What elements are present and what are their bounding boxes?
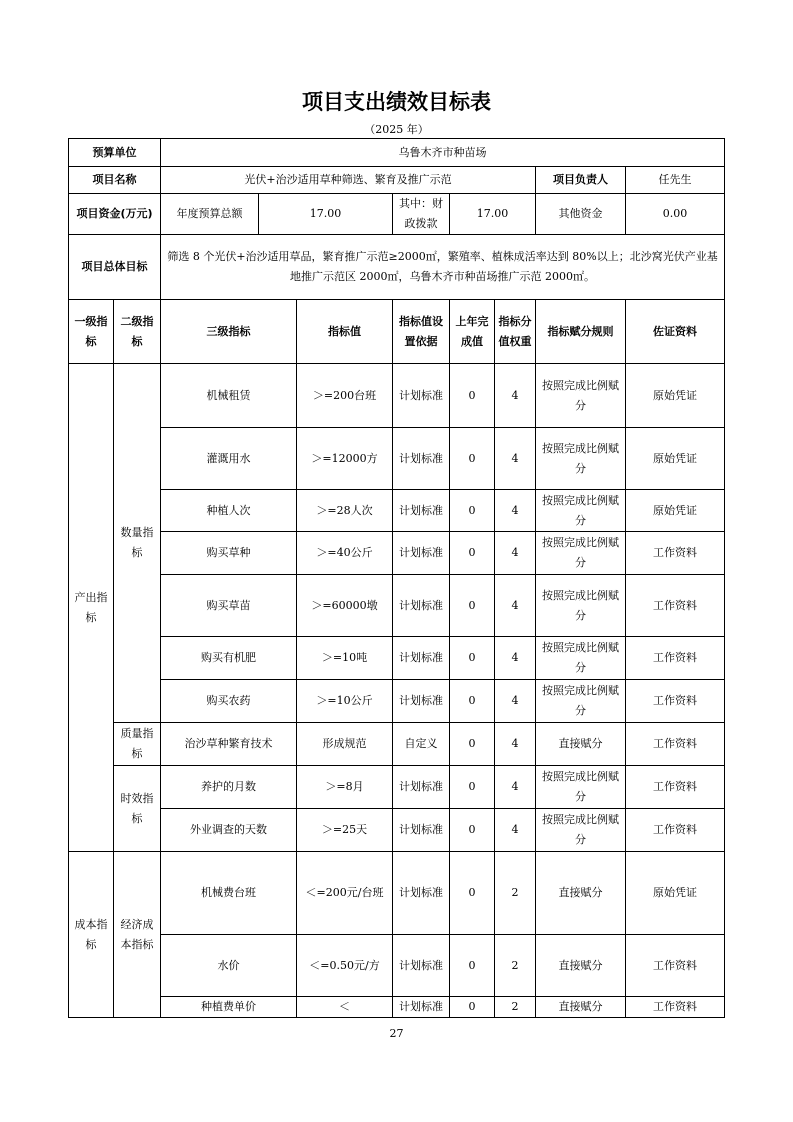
row-weight: 4 xyxy=(495,428,536,490)
row-evidence: 工作资料 xyxy=(626,532,725,575)
budget-unit-row xyxy=(69,139,725,167)
annual-total-label: 年度预算总额 xyxy=(161,194,259,235)
table-row xyxy=(69,935,725,997)
row-basis: 计划标准 xyxy=(393,637,450,680)
page-number: 27 xyxy=(389,1027,404,1040)
row-value: ＞=60000墩 xyxy=(297,575,393,637)
row-indicator: 治沙草种繁育技术 xyxy=(161,723,297,766)
row-evidence: 原始凭证 xyxy=(626,428,725,490)
project-name-value: 光伏+治沙适用草种筛选、繁育及推广示范 xyxy=(161,167,536,194)
goal-value: 筛选 8 个光伏+治沙适用草品，繁育推广示范≥2000㎡，繁殖率、植株成活率达到 80%以上；北沙窝光伏产业基地推广示范区 2000㎡，乌鲁木齐市种苗场推广示范 2000㎡。 xyxy=(161,235,725,300)
row-last-year: 0 xyxy=(450,935,495,997)
row-basis: 计划标准 xyxy=(393,766,450,809)
row-last-year: 0 xyxy=(450,575,495,637)
row-basis: 计划标准 xyxy=(393,575,450,637)
goal-label: 项目总体目标 xyxy=(69,235,161,300)
row-value: ＞=10公斤 xyxy=(297,680,393,723)
fiscal-value: 17.00 xyxy=(450,194,536,235)
group-output: 产出指标 xyxy=(69,364,114,852)
row-indicator: 机械租赁 xyxy=(161,364,297,428)
row-last-year: 0 xyxy=(450,428,495,490)
table-header-row xyxy=(69,300,725,364)
row-rule: 直接赋分 xyxy=(536,852,626,935)
row-last-year: 0 xyxy=(450,723,495,766)
table-row xyxy=(69,637,725,680)
row-basis: 计划标准 xyxy=(393,490,450,532)
row-basis: 计划标准 xyxy=(393,428,450,490)
fund-row xyxy=(69,194,725,235)
table-row xyxy=(69,532,725,575)
row-rule: 直接赋分 xyxy=(536,935,626,997)
row-last-year: 0 xyxy=(450,852,495,935)
row-rule: 按照完成比例赋分 xyxy=(536,809,626,852)
row-last-year: 0 xyxy=(450,809,495,852)
row-weight: 4 xyxy=(495,490,536,532)
row-indicator: 养护的月数 xyxy=(161,766,297,809)
row-weight: 4 xyxy=(495,575,536,637)
row-last-year: 0 xyxy=(450,997,495,1018)
row-weight: 2 xyxy=(495,935,536,997)
row-weight: 4 xyxy=(495,680,536,723)
table-row xyxy=(69,490,725,532)
table-row xyxy=(69,766,725,809)
row-rule: 按照完成比例赋分 xyxy=(536,428,626,490)
row-rule: 按照完成比例赋分 xyxy=(536,575,626,637)
fund-label: 项目资金(万元) xyxy=(69,194,161,235)
row-value: ＞=25天 xyxy=(297,809,393,852)
row-indicator: 机械费台班 xyxy=(161,852,297,935)
row-basis: 自定义 xyxy=(393,723,450,766)
row-evidence: 工作资料 xyxy=(626,809,725,852)
row-indicator: 种植人次 xyxy=(161,490,297,532)
row-last-year: 0 xyxy=(450,532,495,575)
row-weight: 2 xyxy=(495,852,536,935)
group-timeliness: 时效指标 xyxy=(114,766,161,852)
owner-value: 任先生 xyxy=(626,167,725,194)
header-basis: 指标值设置依据 xyxy=(393,300,450,364)
row-value: ＜=200元/台班 xyxy=(297,852,393,935)
header-weight: 指标分值权重 xyxy=(495,300,536,364)
row-basis: 计划标准 xyxy=(393,935,450,997)
row-value: ＞=12000方 xyxy=(297,428,393,490)
row-basis: 计划标准 xyxy=(393,532,450,575)
row-value: ＞=40公斤 xyxy=(297,532,393,575)
row-rule: 按照完成比例赋分 xyxy=(536,680,626,723)
project-name-row xyxy=(69,167,725,194)
row-value: ＜ xyxy=(297,997,393,1018)
header-level3: 三级指标 xyxy=(161,300,297,364)
annual-total-value: 17.00 xyxy=(259,194,393,235)
budget-unit-label: 预算单位 xyxy=(69,139,161,167)
row-weight: 4 xyxy=(495,364,536,428)
page-title: 项目支出绩效目标表 xyxy=(302,90,491,114)
row-evidence: 工作资料 xyxy=(626,766,725,809)
row-indicator: 购买草苗 xyxy=(161,575,297,637)
row-basis: 计划标准 xyxy=(393,680,450,723)
row-value: ＞=200台班 xyxy=(297,364,393,428)
row-basis: 计划标准 xyxy=(393,364,450,428)
project-name-label: 项目名称 xyxy=(69,167,161,194)
row-value: ＞=8月 xyxy=(297,766,393,809)
row-value: ＞=28人次 xyxy=(297,490,393,532)
group-quantity: 数量指标 xyxy=(114,364,161,723)
row-evidence: 原始凭证 xyxy=(626,490,725,532)
fiscal-label: 其中：财政拨款 xyxy=(393,194,450,235)
row-evidence: 工作资料 xyxy=(626,680,725,723)
row-evidence: 工作资料 xyxy=(626,997,725,1018)
row-weight: 4 xyxy=(495,637,536,680)
header-rule: 指标赋分规则 xyxy=(536,300,626,364)
row-indicator: 外业调查的天数 xyxy=(161,809,297,852)
row-indicator: 水价 xyxy=(161,935,297,997)
header-level2: 二级指标 xyxy=(114,300,161,364)
table-row xyxy=(69,364,725,428)
table-row xyxy=(69,997,725,1018)
row-basis: 计划标准 xyxy=(393,852,450,935)
other-funds-label: 其他资金 xyxy=(536,194,626,235)
owner-label: 项目负责人 xyxy=(536,167,626,194)
row-rule: 按照完成比例赋分 xyxy=(536,532,626,575)
row-rule: 按照完成比例赋分 xyxy=(536,490,626,532)
header-evidence: 佐证资料 xyxy=(626,300,725,364)
row-last-year: 0 xyxy=(450,680,495,723)
group-cost: 成本指标 xyxy=(69,852,114,1018)
row-last-year: 0 xyxy=(450,637,495,680)
table-row xyxy=(69,852,725,935)
row-indicator: 购买草种 xyxy=(161,532,297,575)
header-last-year: 上年完成值 xyxy=(450,300,495,364)
year-label: （2025 年） xyxy=(364,123,429,136)
row-rule: 按照完成比例赋分 xyxy=(536,364,626,428)
row-evidence: 工作资料 xyxy=(626,723,725,766)
row-evidence: 工作资料 xyxy=(626,575,725,637)
row-weight: 2 xyxy=(495,997,536,1018)
row-evidence: 原始凭证 xyxy=(626,364,725,428)
row-last-year: 0 xyxy=(450,766,495,809)
row-rule: 直接赋分 xyxy=(536,723,626,766)
row-indicator: 灌溉用水 xyxy=(161,428,297,490)
row-value: ＞=10吨 xyxy=(297,637,393,680)
row-weight: 4 xyxy=(495,532,536,575)
table-row xyxy=(69,723,725,766)
other-funds-value: 0.00 xyxy=(626,194,725,235)
row-value: ＜=0.50元/方 xyxy=(297,935,393,997)
row-value: 形成规范 xyxy=(297,723,393,766)
row-weight: 4 xyxy=(495,809,536,852)
row-evidence: 工作资料 xyxy=(626,935,725,997)
row-last-year: 0 xyxy=(450,490,495,532)
group-quality: 质量指标 xyxy=(114,723,161,766)
row-rule: 直接赋分 xyxy=(536,997,626,1018)
group-economic-cost: 经济成本指标 xyxy=(114,852,161,1018)
table-row xyxy=(69,680,725,723)
row-weight: 4 xyxy=(495,723,536,766)
row-evidence: 工作资料 xyxy=(626,637,725,680)
table-row xyxy=(69,428,725,490)
row-basis: 计划标准 xyxy=(393,809,450,852)
header-level1: 一级指标 xyxy=(69,300,114,364)
performance-table xyxy=(68,138,725,1018)
header-value: 指标值 xyxy=(297,300,393,364)
table-row xyxy=(69,575,725,637)
row-evidence: 原始凭证 xyxy=(626,852,725,935)
table-row xyxy=(69,809,725,852)
row-basis: 计划标准 xyxy=(393,997,450,1018)
row-rule: 按照完成比例赋分 xyxy=(536,637,626,680)
row-rule: 按照完成比例赋分 xyxy=(536,766,626,809)
row-indicator: 购买有机肥 xyxy=(161,637,297,680)
goal-row xyxy=(69,235,725,300)
budget-unit-value: 乌鲁木齐市种苗场 xyxy=(161,139,725,167)
row-indicator: 购买农药 xyxy=(161,680,297,723)
row-indicator: 种植费单价 xyxy=(161,997,297,1018)
row-last-year: 0 xyxy=(450,364,495,428)
row-weight: 4 xyxy=(495,766,536,809)
